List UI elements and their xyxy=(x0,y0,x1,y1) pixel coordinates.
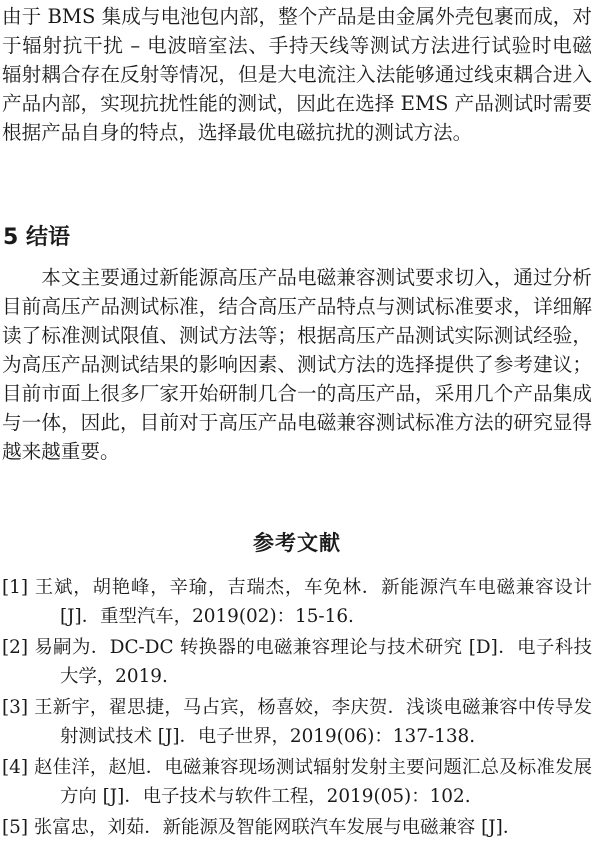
reference-item: [3] 王新宇，翟思捷，马占宾，杨喜姣，李庆贺．浅谈电磁兼容中传导发射测试技术 [J]．电子世界，2019(06)：137-138. xyxy=(2,697,592,747)
body-paragraph-2: 本文主要通过新能源高压产品电磁兼容测试要求切入，通过分析目前高压产品测试标准，结合高压产品特点与测试标准要求，详细解读了标准测试限值、测试方法等；根据高压产品测试实际测试经验，为高压产品测试结果的影响因素、测试方法的选择提供了参考建议；目前市面上很多厂家开始研制几合一的高压产品，采用几个产品集成与一体，因此，目前对于高压产品电磁兼容测试标准方法的研究显得越来越重要。 xyxy=(2,266,592,463)
reference-item: [4] 赵佳洋，赵旭．电磁兼容现场测试辐射发射主要问题汇总及标准发展方向 [J]．电子技术与软件工程，2019(05)：102. xyxy=(2,757,592,807)
reference-item: [5] 张富忠，刘茹．新能源及智能网联汽车发展与电磁兼容 [J]． xyxy=(2,817,522,838)
reference-item: [2] 易嗣为．DC-DC 转换器的电磁兼容理论与技术研究 [D]．电子科技大学，2019. xyxy=(2,637,592,687)
body-paragraph-1: 由于 BMS 集成与电池包内部，整个产品是由金属外壳包裹而成，对于辐射抗干扰 – 电波暗室法、手持天线等测试方法进行试验时电磁辐射耦合存在反射等情况，但是大电流注入法能够通过线束耦合进入产品内部，实现抗扰性能的测试，因此在选择 EMS 产品测试时需要根据产品自身的特点，选择最优电磁抗扰的测试方法。 xyxy=(2,5,592,144)
references-title: 参考文献 xyxy=(253,531,341,555)
reference-list xyxy=(2,573,592,844)
section-heading-conclusion: 5 结语 xyxy=(3,225,70,250)
reference-item: [1] 王斌，胡艳峰，辛瑜，吉瑞杰，车免林．新能源汽车电磁兼容设计 [J]．重型汽车，2019(02)：15-16. xyxy=(2,577,592,627)
